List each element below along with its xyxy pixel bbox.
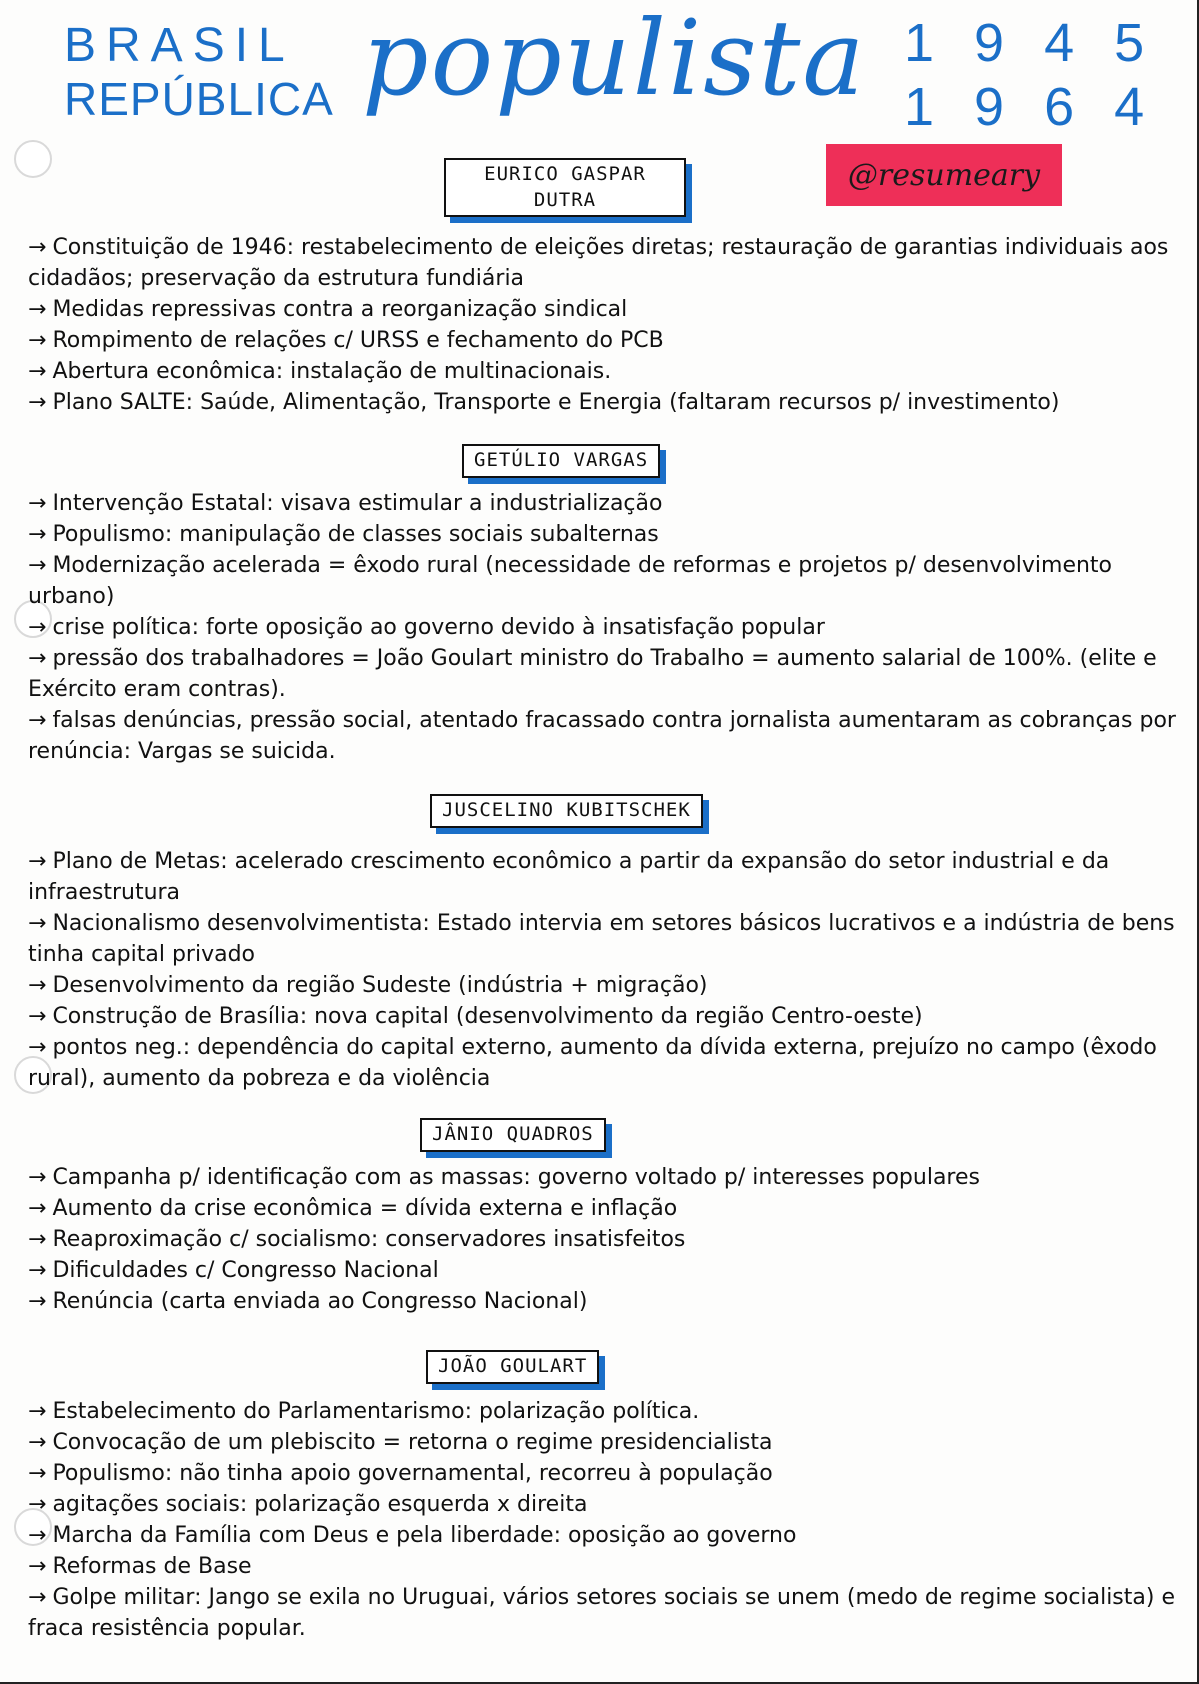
list-item: → Modernização acelerada = êxodo rural (necessidade de reformas e projetos p/ desenvolvimento urbano) xyxy=(28,553,1113,609)
list-item: → Intervenção Estatal: visava estimular a industrialização xyxy=(28,491,663,516)
section-list-vargas xyxy=(28,488,1181,767)
list-item: → falsas denúncias, pressão social, atentado fracassado contra jornalista aumentaram as cobranças por renúncia: Vargas se suicida. xyxy=(28,708,1176,764)
list-item: → Desenvolvimento da região Sudeste (indústria + migração) xyxy=(28,973,708,998)
list-item: → Populismo: manipulação de classes sociais subalternas xyxy=(28,522,659,547)
title-script: populista xyxy=(362,0,867,119)
author-handle: @resumeary xyxy=(826,144,1062,206)
list-item: → Construção de Brasília: nova capital (desenvolvimento da região Centro-oeste) xyxy=(28,1004,923,1029)
year-start: 1945 xyxy=(904,13,1185,73)
list-item: → Reaproximação c/ socialismo: conservadores insatisfeitos xyxy=(28,1227,686,1252)
list-item: → pressão dos trabalhadores = João Goulart ministro do Trabalho = aumento salarial de 100%. (elite e Exército eram contras). xyxy=(28,646,1157,702)
list-item: → Populismo: não tinha apoio governamental, recorreu à população xyxy=(28,1461,773,1486)
list-item: → crise política: forte oposição ao governo devido à insatisfação popular xyxy=(28,615,825,640)
list-item: → Campanha p/ identificação com as massas: governo voltado p/ interesses populares xyxy=(28,1165,980,1190)
section-heading-goulart: JOÃO GOULART xyxy=(426,1350,599,1384)
year-range xyxy=(904,13,1185,144)
list-item: → Marcha da Família com Deus e pela liberdade: oposição ao governo xyxy=(28,1523,797,1548)
list-item: → agitações sociais: polarização esquerda x direita xyxy=(28,1492,588,1517)
title-block xyxy=(64,19,334,125)
section-heading-kubitschek: JUSCELINO KUBITSCHEK xyxy=(430,794,703,828)
section-list-quadros xyxy=(28,1162,1181,1317)
year-end: 1964 xyxy=(904,77,1185,137)
list-item: → Golpe militar: Jango se exila no Uruguai, vários setores sociais se unem (medo de regime socialista) e fraca resistência popular. xyxy=(28,1585,1175,1641)
list-item: → Rompimento de relações c/ URSS e fechamento do PCB xyxy=(28,328,664,353)
list-item: → Medidas repressivas contra a reorganização sindical xyxy=(28,297,628,322)
list-item: → pontos neg.: dependência do capital externo, aumento da dívida externa, prejuízo no campo (êxodo rural), aumento da pobreza e da violência xyxy=(28,1035,1157,1091)
binder-hole xyxy=(14,140,52,178)
list-item: → Abertura econômica: instalação de multinacionais. xyxy=(28,359,612,384)
list-item: → Reformas de Base xyxy=(28,1554,252,1579)
list-item: → Dificuldades c/ Congresso Nacional xyxy=(28,1258,439,1283)
section-list-goulart xyxy=(28,1396,1181,1644)
section-heading-vargas: GETÚLIO VARGAS xyxy=(462,444,660,478)
section-list-dutra xyxy=(28,232,1181,418)
list-item: → Renúncia (carta enviada ao Congresso Nacional) xyxy=(28,1289,588,1314)
list-item: → Aumento da crise econômica = dívida externa e inflação xyxy=(28,1196,678,1221)
list-item: → Estabelecimento do Parlamentarismo: polarização política. xyxy=(28,1399,700,1424)
section-heading-quadros: JÂNIO QUADROS xyxy=(420,1118,606,1152)
list-item: → Plano de Metas: acelerado crescimento econômico a partir da expansão do setor industrial e da infraestrutura xyxy=(28,849,1110,905)
list-item: → Constituição de 1946: restabelecimento de eleições diretas; restauração de garantias individuais aos cidadãos; preservação da estrutura fundiária xyxy=(28,235,1169,291)
section-heading-dutra: EURICO GASPAR DUTRA xyxy=(444,158,686,217)
title-line1: BRASIL xyxy=(64,19,295,72)
title-line2: REPÚBLICA xyxy=(64,73,334,125)
list-item: → Nacionalismo desenvolvimentista: Estado intervia em setores básicos lucrativos e a indústria de bens tinha capital privado xyxy=(28,911,1175,967)
section-list-kubitschek xyxy=(28,846,1181,1094)
list-item: → Plano SALTE: Saúde, Alimentação, Transporte e Energia (faltaram recursos p/ investimento) xyxy=(28,390,1060,415)
list-item: → Convocação de um plebiscito = retorna o regime presidencialista xyxy=(28,1430,773,1455)
